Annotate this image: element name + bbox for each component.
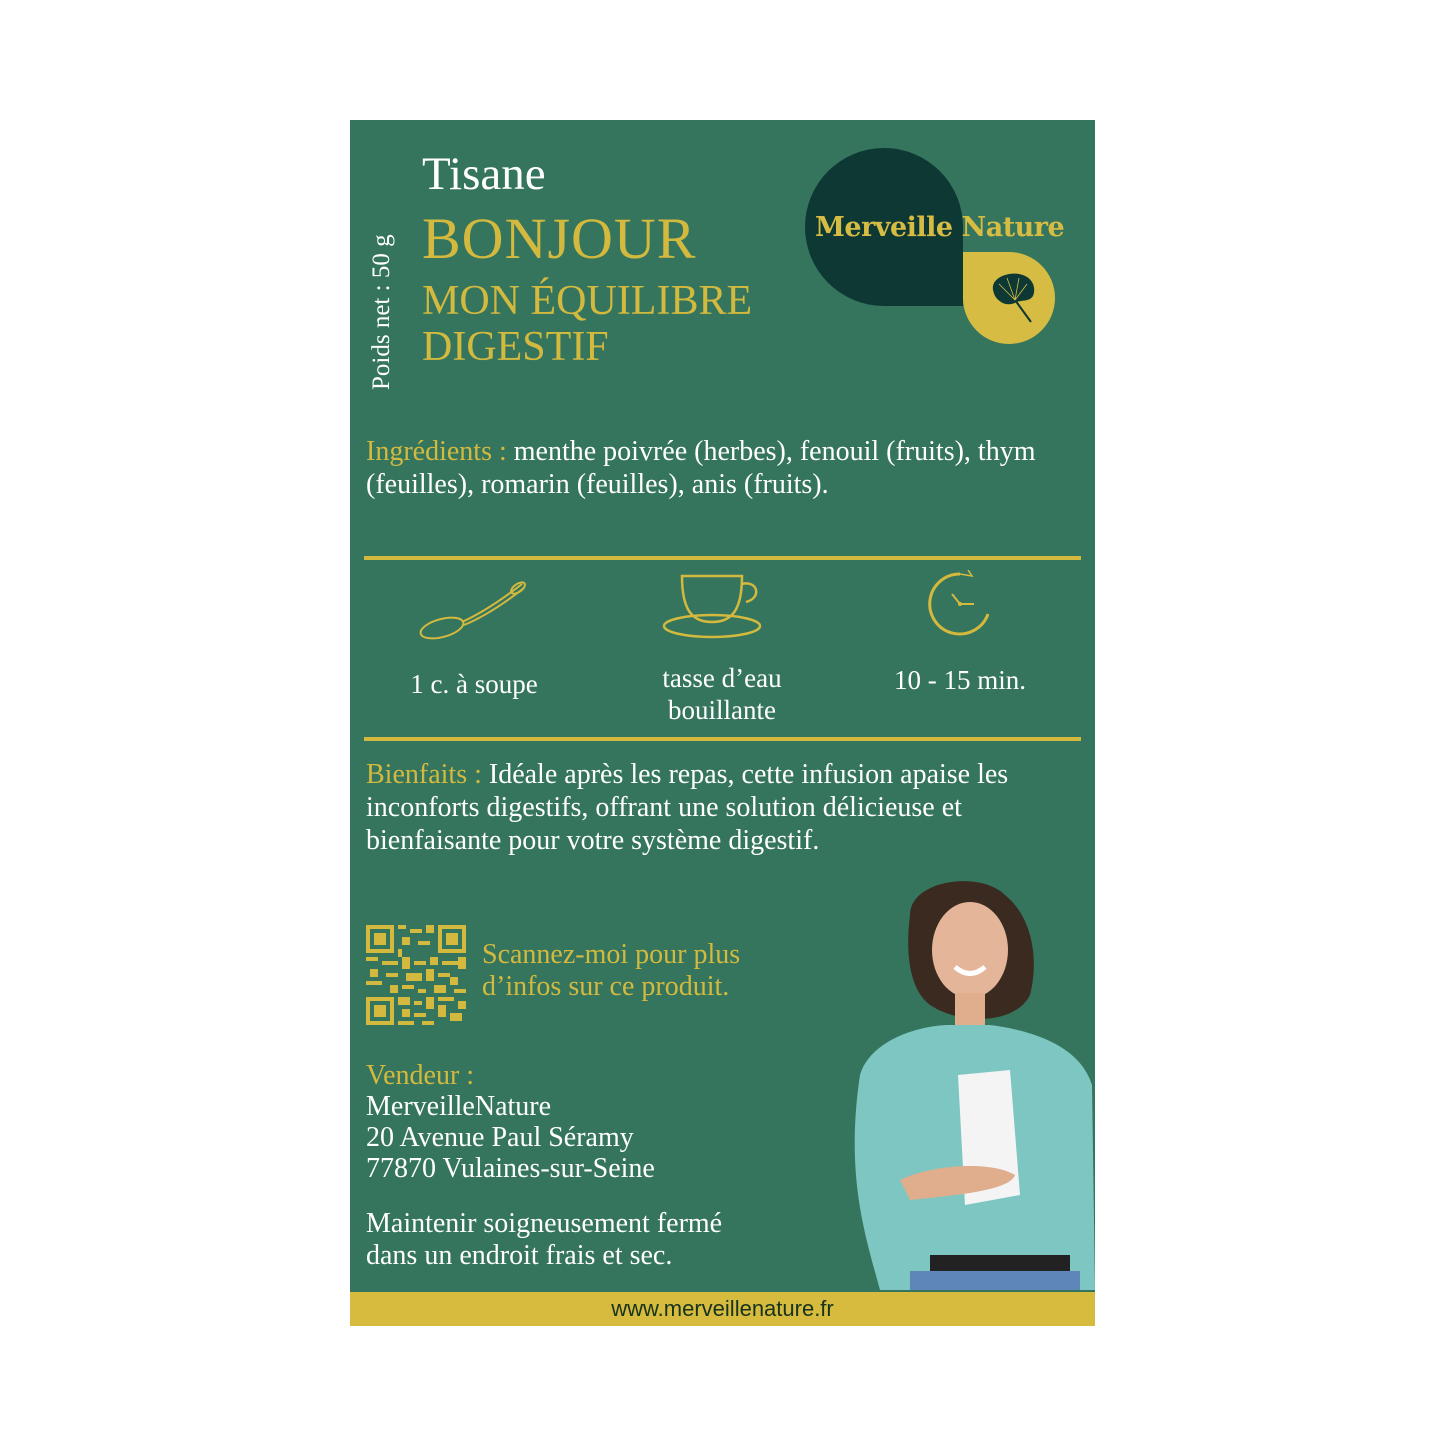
ginkgo-leaf-icon xyxy=(985,270,1041,326)
ingredients-label: Ingrédients : xyxy=(366,436,507,467)
clock-icon xyxy=(920,570,1000,640)
divider xyxy=(364,737,1081,741)
teacup-icon xyxy=(662,570,782,640)
product-subtitle xyxy=(422,278,752,370)
ingredients xyxy=(366,435,1046,501)
benefits-label: Bienfaits : xyxy=(366,759,482,790)
website-footer[interactable] xyxy=(350,1292,1095,1326)
vendor-name: MerveilleNature xyxy=(366,1091,552,1122)
website-link[interactable]: www.merveillenature.fr xyxy=(611,1296,834,1321)
divider xyxy=(364,556,1081,560)
vendor-label: Vendeur : xyxy=(366,1060,475,1091)
qr-code-icon[interactable] xyxy=(366,925,466,1025)
prep-item-water xyxy=(612,570,832,726)
brand-logo xyxy=(805,148,1075,323)
brand-name: Merveille Nature xyxy=(815,212,1065,243)
title-block xyxy=(422,148,752,370)
preparation-steps xyxy=(364,570,1081,730)
prep-label: tasse d’eau bouillante xyxy=(662,663,782,725)
qr-caption: Scannez-moi pour plus d’infos sur ce produit. xyxy=(482,939,741,1002)
storage-instructions: Maintenir soigneusement fermé dans un endroit frais et sec. xyxy=(366,1208,723,1271)
product-label xyxy=(350,120,1095,1326)
prep-label: 1 c. à soupe xyxy=(410,669,538,699)
vendor-street: 20 Avenue Paul Séramy xyxy=(366,1122,634,1153)
spoon-icon xyxy=(414,578,534,648)
prep-label: 10 - 15 min. xyxy=(894,665,1026,695)
woman-photo xyxy=(840,875,1095,1290)
benefits xyxy=(366,758,1046,857)
benefits-text: Idéale après les repas, cette infusion apaise les inconforts digestifs, offrant une solution délicieuse et bienfaisante pour votre système digestif. xyxy=(366,759,1009,856)
subtitle-line: DIGESTIF xyxy=(422,324,609,370)
prep-item-dose xyxy=(364,578,584,700)
prep-item-time xyxy=(850,570,1070,696)
subtitle-line: MON ÉQUILIBRE xyxy=(422,278,753,324)
net-weight: Poids net : 50 g xyxy=(368,234,395,390)
ingredients-text: menthe poivrée (herbes), fenouil (fruits), thym (feuilles), romarin (feuilles), anis (fruits). xyxy=(366,436,1036,500)
vendor-city: 77870 Vulaines-sur-Seine xyxy=(366,1153,655,1184)
product-category: Tisane xyxy=(422,148,546,200)
product-name: BONJOUR xyxy=(422,206,697,271)
